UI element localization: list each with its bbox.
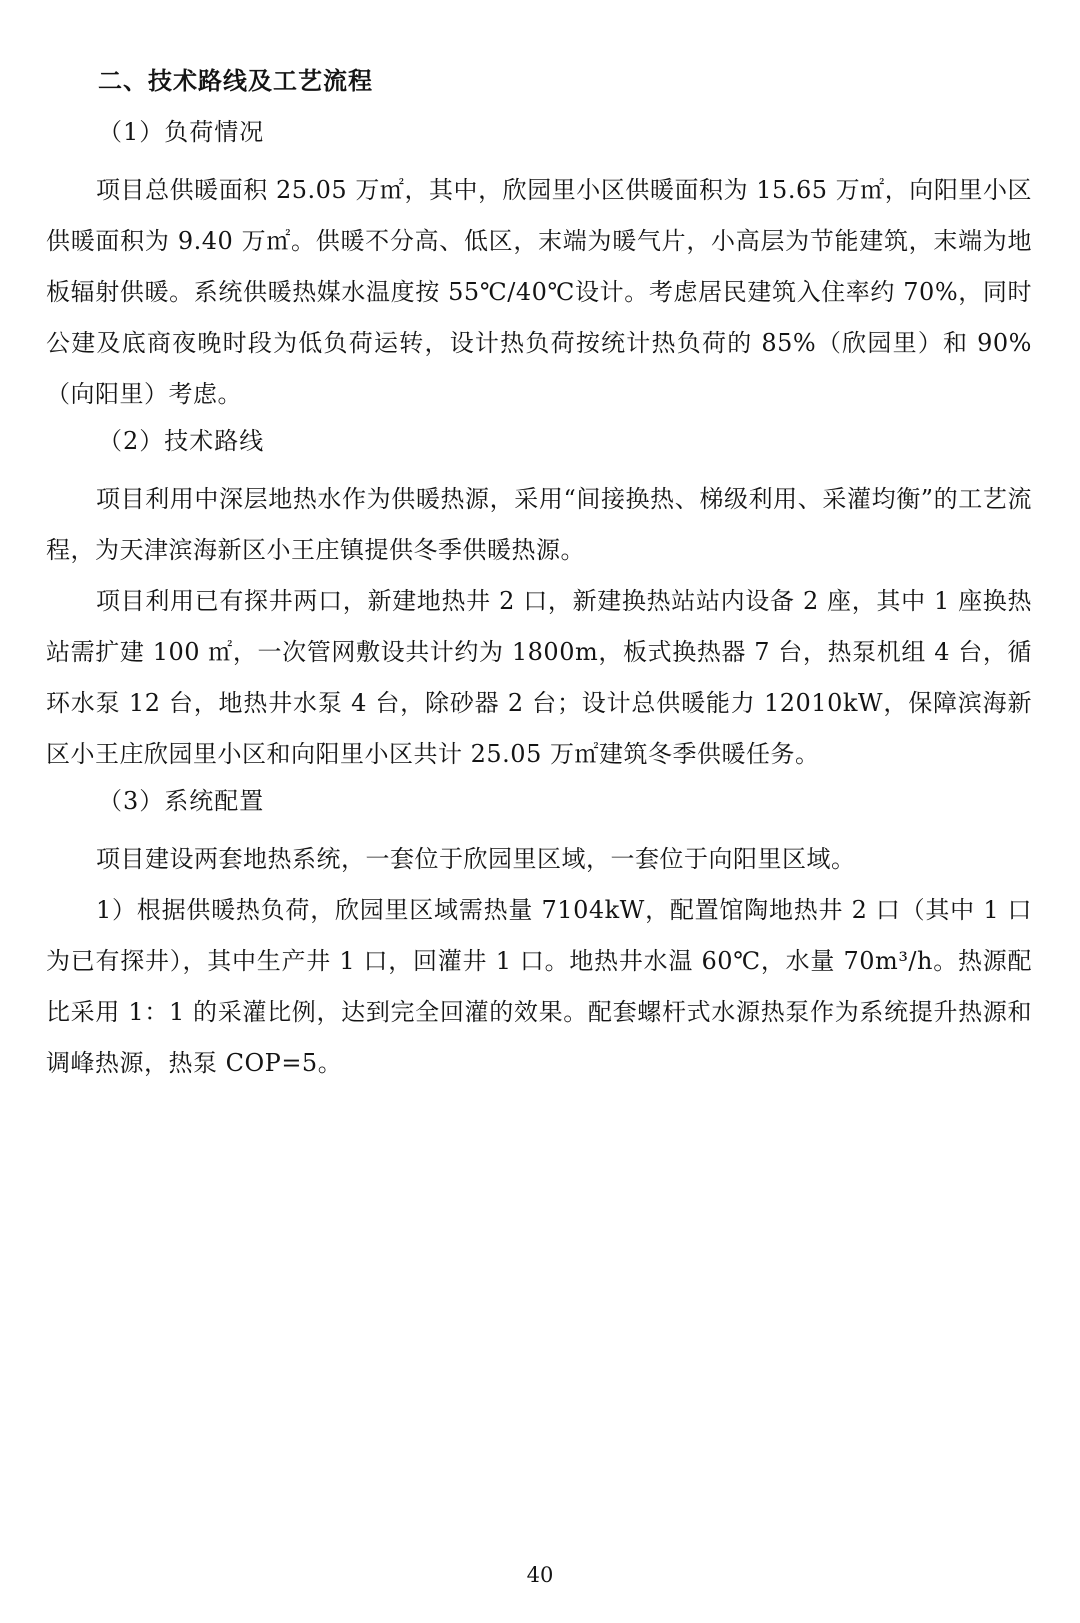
- paragraph-technical-route-2: 项目利用已有探井两口，新建地热井 2 口，新建换热站站内设备 2 座，其中 1 座换热站需扩建 100 ㎡，一次管网敷设共计约为 1800m，板式换热器 7 台，热泵机组 4 台，循环水泵 12 台，地热井水泵 4 台，除砂器 2 台；设计总供暖能力 12010kW，保障滨海新区小王庄欣园里小区和向阳里小区共计 25.05 万㎡建筑冬季供暖任务。: [46, 587, 1032, 768]
- document-body: [46, 62, 1032, 1089]
- subsection-title-technical-route: （2）技术路线: [98, 427, 265, 455]
- paragraph-technical-route-1: 项目利用中深层地热水作为供暖热源，采用“间接换热、梯级利用、采灌均衡”的工艺流程，为天津滨海新区小王庄镇提供冬季供暖热源。: [46, 485, 1032, 564]
- paragraph-system-config-2: 1）根据供暖热负荷，欣园里区域需热量 7104kW，配置馆陶地热井 2 口（其中 1 口为已有探井），其中生产井 1 口，回灌井 1 口。地热井水温 60℃，水量 70m³/h。热源配比采用 1：1 的采灌比例，达到完全回灌的效果。配套螺杆式水源热泵作为系统提升热源和调峰热源，热泵 COP=5。: [46, 896, 1032, 1077]
- section-heading: 二、技术路线及工艺流程: [98, 66, 373, 95]
- paragraph-system-config-1: 项目建设两套地热系统，一套位于欣园里区域，一套位于向阳里区域。: [96, 845, 856, 873]
- subsection-title-load: （1）负荷情况: [98, 118, 265, 146]
- page-number: 40: [526, 1563, 554, 1587]
- paragraph-load-situation: 项目总供暖面积 25.05 万㎡，其中，欣园里小区供暖面积为 15.65 万㎡，向阳里小区供暖面积为 9.40 万㎡。供暖不分高、低区，末端为暖气片，小高层为节能建筑，末端为地板辐射供暖。系统供暖热媒水温度按 55℃/40℃设计。考虑居民建筑入住率约 70%，同时公建及底商夜晚时段为低负荷运转，设计热负荷按统计热负荷的 85%（欣园里）和 90%（向阳里）考虑。: [46, 176, 1032, 408]
- subsection-title-system-config: （3）系统配置: [98, 787, 265, 815]
